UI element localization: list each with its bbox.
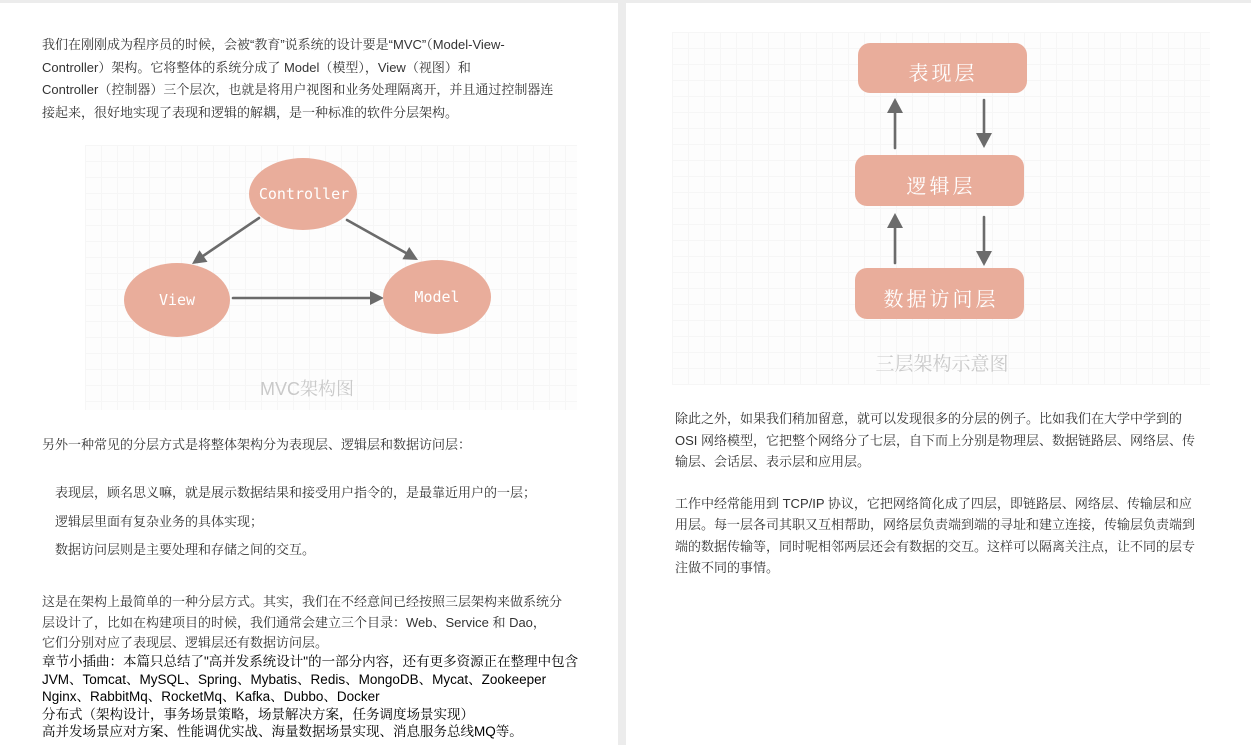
summary-paragraph [42, 592, 562, 654]
node-presentation-layer [858, 43, 1027, 93]
tcpip-paragraph [675, 493, 1195, 578]
list-item: 逻辑层里面有复杂业务的具体实现； [55, 513, 264, 529]
text-line: Nginx、RabbitMq、RocketMq、Kafka、Dubbo、Docker [42, 689, 380, 705]
mvc-diagram [85, 145, 577, 410]
text-line: Controller）架构。它将整体的系统分成了 Model（模型），View（视图）和 [42, 59, 471, 75]
text-line: 这是在架构上最简单的一种分层方式。其实，我们在不经意间已经按照三层架构来做系统分 [42, 594, 563, 609]
text-line: 章节小插曲：本篇只总结了"高并发系统设计"的一部分内容，还有更多资源正在整理中包含 [42, 654, 579, 669]
text-line: 分布式（架构设计，事务场景策略，场景解决方案，任务调度场景实现） [42, 706, 474, 722]
arrow-logic-to-data [976, 217, 992, 266]
arrow-up-icon [887, 98, 903, 113]
text-line: 它们分别对应了表现层、逻辑层还有数据访问层。 [42, 635, 329, 650]
document-page-right [626, 3, 1251, 745]
arrow-view-to-model [233, 291, 384, 305]
node-data-access-layer [855, 268, 1024, 319]
arrow-up-icon [887, 213, 903, 228]
layers-intro-text: 另外一种常见的分层方式是将整体架构分为表现层、逻辑层和数据访问层： [42, 437, 472, 452]
arrow-controller-to-model [347, 220, 418, 260]
text-line: 工作中经常能用到 TCP/IP 协议，它把网络简化成了四层，即链路层、网络层、传输层和应 [675, 496, 1192, 511]
text-line: 高并发场景应对方案、性能调优实战、海量数据场景实现、消息服务总线MQ等。 [42, 724, 523, 740]
text-line: Controller（控制器）三个层次，也就是将用户视图和业务处理隔离开，并且通过控制器连 [42, 82, 554, 97]
document-page-left [0, 3, 618, 745]
arrowhead-icon [192, 250, 208, 264]
node-controller [249, 158, 357, 230]
node-logic-layer [855, 155, 1024, 206]
node-label: Controller [258, 185, 350, 203]
arrow-logic-to-presentation [887, 98, 903, 148]
node-label: View [158, 291, 196, 309]
three-tier-diagram [672, 32, 1210, 385]
node-label: 逻辑层 [906, 174, 976, 198]
list-item: 数据访问层则是主要处理和存储之间的交互。 [55, 542, 316, 557]
intro-paragraph [42, 34, 553, 124]
text-line: 端的数据传输等，同时呢相邻两层还会有数据的交互。这样可以隔离关注点，让不同的层专 [675, 538, 1196, 554]
osi-paragraph [675, 408, 1195, 473]
text-line: 用层。每一层各司其职又互相帮助，网络层负责端到端的寻址和建立连接，传输层负责端到 [675, 517, 1196, 533]
chapter-note [42, 653, 578, 741]
arrow-presentation-to-logic [976, 100, 992, 148]
text-line: JVM、Tomcat、MySQL、Spring、Mybatis、Redis、MongoDB、Mycat、Zookeeper [42, 671, 547, 687]
arrow-controller-to-view [192, 218, 259, 264]
diagram-caption: MVC架构图 [260, 379, 354, 399]
node-label: 表现层 [908, 61, 978, 85]
text-line: 输层、会话层、表示层和应用层。 [675, 454, 871, 469]
node-label: Model [414, 288, 460, 306]
node-view [124, 263, 230, 337]
arrow-data-to-logic [887, 213, 903, 263]
list-item: 表现层，顾名思义嘛，就是展示数据结果和接受用户指令的，是最靠近用户的一层； [55, 485, 537, 500]
diagram-caption: 三层架构示意图 [875, 354, 1009, 375]
arrow-down-icon [976, 251, 992, 266]
node-label: 数据访问层 [883, 287, 999, 311]
arrowhead-icon [370, 291, 384, 305]
text-line: 我们在刚刚成为程序员的时候，会被“教育”说系统的设计要是“MVC”（Model-View- [42, 37, 505, 52]
node-model [383, 260, 491, 334]
text-line: 接起来，很好地实现了表现和逻辑的解耦，是一种标准的软件分层架构。 [42, 104, 459, 120]
text-line: 除此之外，如果我们稍加留意，就可以发现很多的分层的例子。比如我们在大学中学到的 [675, 411, 1183, 426]
arrow-down-icon [976, 133, 992, 148]
text-line: 注做不同的事情。 [675, 559, 780, 575]
layer-list [55, 479, 536, 565]
text-line: 层设计了，比如在构建项目的时候，我们通常会建立三个目录：Web、Service 和 Dao， [42, 614, 546, 630]
text-line: OSI 网络模型，它把整个网络分了七层，自下而上分别是物理层、数据链路层、网络层、传 [675, 432, 1196, 448]
